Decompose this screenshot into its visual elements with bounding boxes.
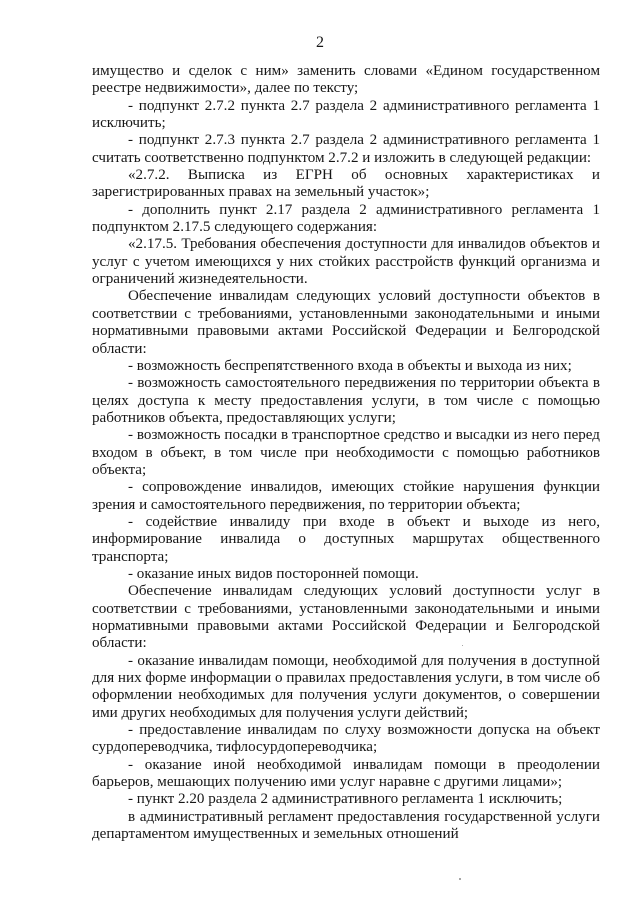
paragraph: - подпункт 2.7.3 пункта 2.7 раздела 2 административного регламента 1 считать соответственно подпунктом 2.7.2 и изложить в следующей редакции:: [92, 132, 600, 166]
paragraph: - возможность беспрепятственного входа в объекты и выхода из них;: [128, 357, 572, 374]
paragraph: «2.17.5. Требования обеспечения доступности для инвалидов объектов и услуг с учетом имеющихся у них стойких расстройств функций организма и ограничений жизнедеятельности.: [92, 236, 600, 288]
paragraph: - предоставление инвалидам по слуху возможности допуска на объект сурдопереводчика, тифлосурдопереводчика;: [92, 722, 600, 756]
document-body: [92, 63, 600, 843]
paragraph: - сопровождение инвалидов, имеющих стойкие нарушения функции зрения и самостоятельного передвижения, по территории объекта;: [92, 479, 600, 513]
paragraph: - содействие инвалиду при входе в объект и выходе из него, информирование инвалида о доступных маршрутах общественного транспорта;: [92, 513, 600, 565]
scan-speck: [462, 645, 463, 646]
paragraph: - возможность посадки в транспортное средство и высадки из него перед входом в объект, в том числе при необходимости с помощью работников объекта;: [92, 427, 600, 478]
paragraph: - дополнить пункт 2.17 раздела 2 административного регламента 1 подпунктом 2.17.5 следующего содержания:: [92, 201, 600, 236]
paragraph: имущество и сделок с ним» заменить словами «Едином государственном реестре недвижимости», далее по тексту;: [92, 63, 600, 97]
paragraph: Обеспечение инвалидам следующих условий доступности объектов в соответствии с требованиями, установленными законодательными и иными нормативными правовыми актами Российской Федерации и Белгородской области:: [92, 288, 600, 357]
paragraph: - пункт 2.20 раздела 2 административного регламента 1 исключить;: [128, 791, 563, 808]
paragraph: - оказание инвалидам помощи, необходимой для получения в доступной для них форме информации о правилах предоставления услуги, в том числе об оформлении необходимых для получения услуги документов, о совершении ими других необходимых для получения услуги действий;: [92, 652, 600, 721]
paragraph: - возможность самостоятельного передвижения по территории объекта в целях доступа к месту предоставления услуги, в том числе с помощью работников объекта, предоставляющих услуги;: [92, 375, 600, 426]
paragraph: - оказание иной необходимой инвалидам помощи в преодолении барьеров, мешающих получению ими услуг наравне с другими лицами»;: [92, 756, 600, 791]
paragraph: - подпункт 2.7.2 пункта 2.7 раздела 2 административного регламента 1 исключить;: [92, 97, 600, 132]
paragraph: - оказание иных видов посторонней помощи.: [128, 565, 419, 582]
page-number: 2: [316, 34, 324, 51]
scan-speck: [459, 878, 461, 880]
paragraph: Обеспечение инвалидам следующих условий доступности услуг в соответствии с требованиями, установленными законодательными и иными нормативными правовыми актами Российской Федерации и Белгородской области:: [92, 583, 600, 652]
paragraph: в административный регламент предоставления государственной услуги департаментом имущественных и земельных отношений: [92, 808, 600, 843]
paragraph: «2.7.2. Выписка из ЕГРН об основных характеристиках и зарегистрированных правах на земельный участок»;: [92, 167, 600, 201]
